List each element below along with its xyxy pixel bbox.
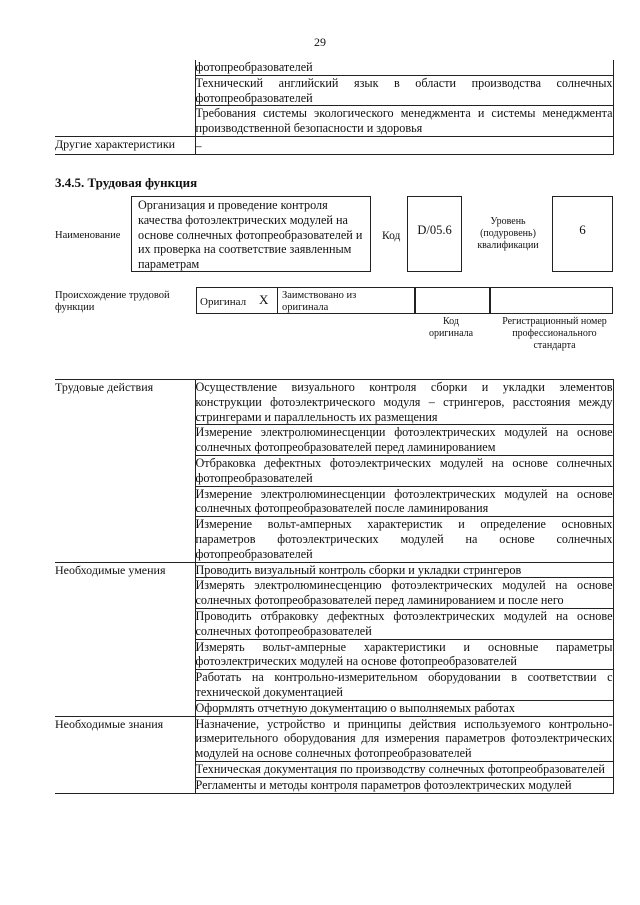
labor-action-item: Отбраковка дефектных фотоэлектрических модулей на основе солнечных фотопреобразователей: [195, 455, 613, 485]
top-table: [55, 60, 614, 155]
top-cell-2: Технический английский язык в области производства солнечных фотопреобразователей: [195, 75, 613, 105]
code-label: Код: [382, 230, 401, 242]
other-characteristics-value: –: [195, 136, 613, 154]
skill-item: Оформлять отчетную документацию о выполняемых работах: [195, 700, 613, 716]
original-label: Оригинал: [200, 296, 247, 308]
knowledge-item: Регламенты и методы контроля параметров фотоэлектрических модулей: [195, 777, 613, 793]
reg-number-caption: Регистрационный номер профессионального стандарта: [502, 316, 607, 351]
skill-item: Проводить отбраковку дефектных фотоэлектрических модулей на основе солнечных фотопреобразователей: [195, 608, 613, 638]
labor-actions-label: Трудовые действия: [55, 380, 195, 563]
level-value: 6: [579, 222, 586, 237]
labor-action-item: Осуществление визуального контроля сборки и укладки элементов конструкции фотоэлектрического модуля – стрингеров, расстояния между стрингерами и параллельность их размещения: [195, 380, 613, 424]
code-value: D/05.6: [417, 222, 452, 237]
knowledge-item: Назначение, устройство и принципы действия используемого контрольно-измерительного оборудования для измерения параметров фотоэлектрических модулей на основе солнечных фотопреобразователей: [195, 716, 613, 761]
reg-number-box: [490, 287, 613, 314]
labor-action-item: Измерение электролюминесценции фотоэлектрических модулей на основе солнечных фотопреобразователей после ламинирования: [195, 486, 613, 516]
skill-item: Измерять вольт-амперные характеристики и основные параметры фотоэлектрических модулей на основе фотопреобразователей: [195, 639, 613, 669]
skill-item: Измерять электролюминесценцию фотоэлектрических модулей на основе солнечных фотопреобразователей перед ламинированием и после него: [195, 578, 613, 608]
knowledge-item: Техническая документация по производству солнечных фотопреобразователей: [195, 761, 613, 777]
labor-action-item: Измерение электролюминесценции фотоэлектрических модулей на основе солнечных фотопреобразователей перед ламинированием: [195, 425, 613, 455]
top-cell-1: фотопреобразователей: [195, 60, 613, 75]
section-title: 3.4.5. Трудовая функция: [55, 175, 198, 190]
borrowed-label: Заимствовано из оригинала: [282, 290, 357, 313]
top-cell-3: Требования системы экологического менеджмента и системы менеджмента производственной безопасности и здоровья: [195, 106, 613, 136]
other-characteristics-label: Другие характеристики: [55, 136, 195, 154]
skill-item: Работать на контрольно-измерительном оборудовании в соответствии с технической документацией: [195, 670, 613, 699]
level-label: Уровень (подуровень) квалификации: [477, 216, 539, 251]
name-label: Наименование: [55, 230, 121, 241]
original-mark: X: [259, 292, 269, 307]
origin-label: Происхождение трудовой функции: [55, 290, 170, 313]
required-skills-label: Необходимые умения: [55, 562, 195, 716]
code-original-caption: Код оригинала: [428, 316, 474, 339]
code-value-box: [407, 196, 462, 272]
skill-item: Проводить визуальный контроль сборки и укладки стрингеров: [195, 562, 613, 578]
code-original-box: [415, 287, 490, 314]
origin-divider: [277, 287, 278, 314]
name-value: Организация и проведение контроля качества фотоэлектрических модулей на основе солнечных фотопреобразователей и их проверка на соответствие заявленным параметрам: [138, 198, 363, 272]
page-number: 29: [314, 35, 326, 49]
level-value-box: [552, 196, 613, 272]
name-value-box: [131, 196, 371, 272]
required-knowledge-label: Необходимые знания: [55, 716, 195, 793]
main-table: [55, 379, 614, 794]
labor-action-item: Измерение вольт-амперных характеристик и определение основных параметров фотоэлектрических модулей на основе солнечных фотопреобразователей: [195, 517, 613, 561]
